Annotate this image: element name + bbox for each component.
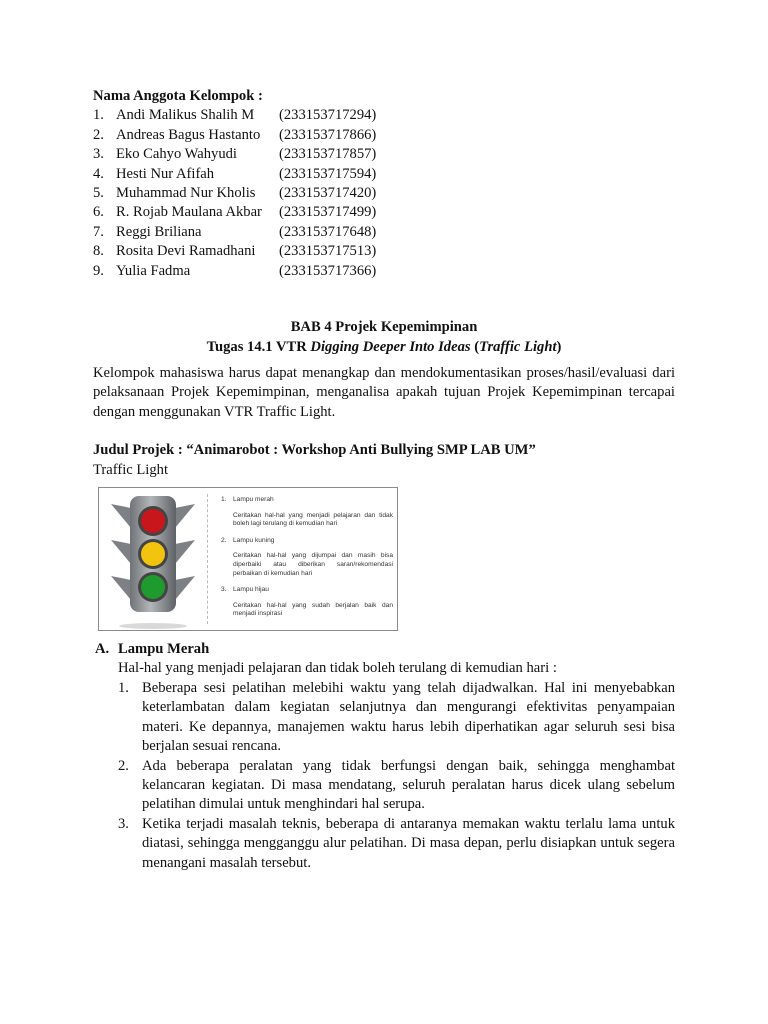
member-name: Eko Cahyo Wahyudi: [116, 146, 237, 163]
list-item-number: 1.: [118, 680, 129, 696]
member-id: (233153717294): [279, 107, 377, 124]
list-item-text: Ketika terjadi masalah teknis, beberapa di antaranya memakan waktu terlalu lama untuk diatasi, sehingga mengganggu alur pelatihan. Di masa depan, perlu disiapkan untuk segera menangani masalah tersebut.: [142, 815, 675, 871]
legend-title: Lampu merah: [233, 496, 274, 503]
red-light: [141, 509, 165, 533]
section-a-heading: [95, 640, 295, 659]
member-name: Rosita Devi Ramadhani: [116, 243, 256, 260]
member-number: 1.: [93, 107, 104, 124]
list-item-number: 3.: [118, 815, 129, 832]
legend-title: Lampu kuning: [233, 536, 275, 544]
figure-legend-item: [221, 537, 393, 578]
member-name: Andi Malikus Shalih M: [116, 107, 255, 124]
legend-number: 3.: [221, 586, 227, 594]
member-id: (233153717594): [279, 165, 377, 182]
figure-legend-item: [221, 586, 393, 619]
list-item-text: Beberapa sesi pelatihan melebihi waktu yang telah dijadwalkan. Hal ini menyebabkan keterlambatan dalam kegiatan selanjutnya dan mengurangi efektivitas penyampaian materi. Ke depannya, manajemen waktu harus lebih diperhatikan agar seluruh sesi bisa berjalan sesuai rencana.: [142, 680, 675, 755]
traffic-light-visor-right: [175, 504, 195, 600]
member-number: 3.: [93, 146, 104, 163]
section-a-list: [118, 679, 675, 873]
task-suffix: ): [556, 339, 562, 355]
member-name: Reggi Briliana: [116, 223, 202, 240]
legend-number: 1.: [221, 496, 227, 503]
legend-title: Lampu hijau: [233, 586, 269, 594]
member-name: Andreas Bagus Hastanto: [116, 126, 261, 143]
figure-legend-item: [221, 496, 393, 529]
member-name: Hesti Nur Afifah: [116, 165, 215, 182]
yellow-light: [141, 542, 165, 566]
member-number: 7.: [93, 223, 104, 240]
list-item-text: Ada beberapa peralatan yang tidak berfungsi dengan baik, sehingga menghambat kelancaran kegiatan. Di masa mendatang, seluruh peralatan harus dicek ulang sebelum pelatihan dimulai untuk menghindari hal serupa.: [142, 757, 675, 813]
members-heading: Nama Anggota Kelompok :: [93, 88, 263, 104]
list-item: [118, 679, 675, 757]
list-item-number: 2.: [118, 757, 129, 774]
member-name: Yulia Fadma: [116, 262, 191, 279]
member-number: 8.: [93, 243, 104, 260]
member-number: 2.: [93, 126, 104, 143]
members-section: [93, 87, 376, 281]
intro-paragraph: Kelompok mahasiswa harus dapat menangkap dan mendokumentasikan proses/hasil/evaluasi dari pelaksanaan Projek Kepemimpinan, menganalisa apakah tujuan Projek Kepemimpinan tercapai dengan menggunakan VTR Traffic Light.: [93, 365, 675, 420]
member-id: (233153717366): [279, 262, 377, 279]
task-italic2: Traffic Light: [479, 339, 557, 355]
member-id: (233153717648): [279, 223, 377, 240]
figure-divider: [207, 494, 208, 624]
member-id: (233153717866): [279, 126, 377, 143]
member-number: 4.: [93, 165, 104, 182]
chapter-title: BAB 4 Projek Kepemimpinan: [290, 319, 478, 335]
member-id: (233153717420): [279, 184, 377, 201]
list-item: [118, 815, 675, 873]
member-row: [93, 242, 376, 261]
member-row: [93, 184, 376, 203]
section-a-marker: A.: [95, 641, 110, 657]
legend-description: Ceritakan hal-hal yang sudah berjalan baik dan menjadi inspirasi: [233, 601, 393, 618]
member-list: [93, 106, 376, 281]
member-number: 5.: [93, 184, 104, 201]
traffic-light-visor-left: [111, 504, 131, 600]
member-row: [93, 262, 376, 281]
section-a-lead: Hal-hal yang menjadi pelajaran dan tidak boleh terulang di kemudian hari :: [118, 660, 557, 676]
member-name: R. Rojab Maulana Akbar: [116, 204, 262, 221]
member-id: (233153717513): [279, 243, 377, 260]
member-row: [93, 106, 376, 125]
section-a-title: Lampu Merah: [118, 641, 210, 657]
member-name: Muhammad Nur Kholis: [116, 184, 256, 201]
task-mid: (: [470, 339, 480, 355]
member-id: (233153717857): [279, 146, 377, 163]
list-item: [118, 757, 675, 815]
task-italic: Digging Deeper Into Ideas: [310, 339, 471, 355]
project-subtitle: Traffic Light: [93, 462, 168, 478]
task-title: [93, 338, 675, 357]
member-number: 6.: [93, 204, 104, 221]
member-row: [93, 223, 376, 242]
member-row: [93, 145, 376, 164]
member-row: [93, 203, 376, 222]
project-title: Judul Projek : “Animarobot : Workshop Anti Bullying SMP LAB UM”: [93, 442, 536, 458]
traffic-light-figure: [98, 487, 398, 631]
green-light: [141, 575, 165, 599]
legend-description: Ceritakan hal-hal yang menjadi pelajaran dan tidak boleh lagi terulang di kemudian hari: [233, 511, 393, 528]
legend-number: 2.: [221, 536, 227, 544]
task-prefix: Tugas 14.1 VTR: [206, 339, 311, 355]
member-row: [93, 126, 376, 145]
traffic-light-icon: [103, 488, 203, 630]
figure-legend: [221, 496, 393, 619]
member-number: 9.: [93, 262, 104, 279]
traffic-light-shadow: [119, 623, 187, 629]
member-row: [93, 165, 376, 184]
legend-description: Ceritakan hal-hal yang dijumpai dan masih bisa diperbaiki atau diberikan saran/rekomendasi perbaikan di kemudian hari: [233, 552, 393, 577]
member-id: (233153717499): [279, 204, 377, 221]
